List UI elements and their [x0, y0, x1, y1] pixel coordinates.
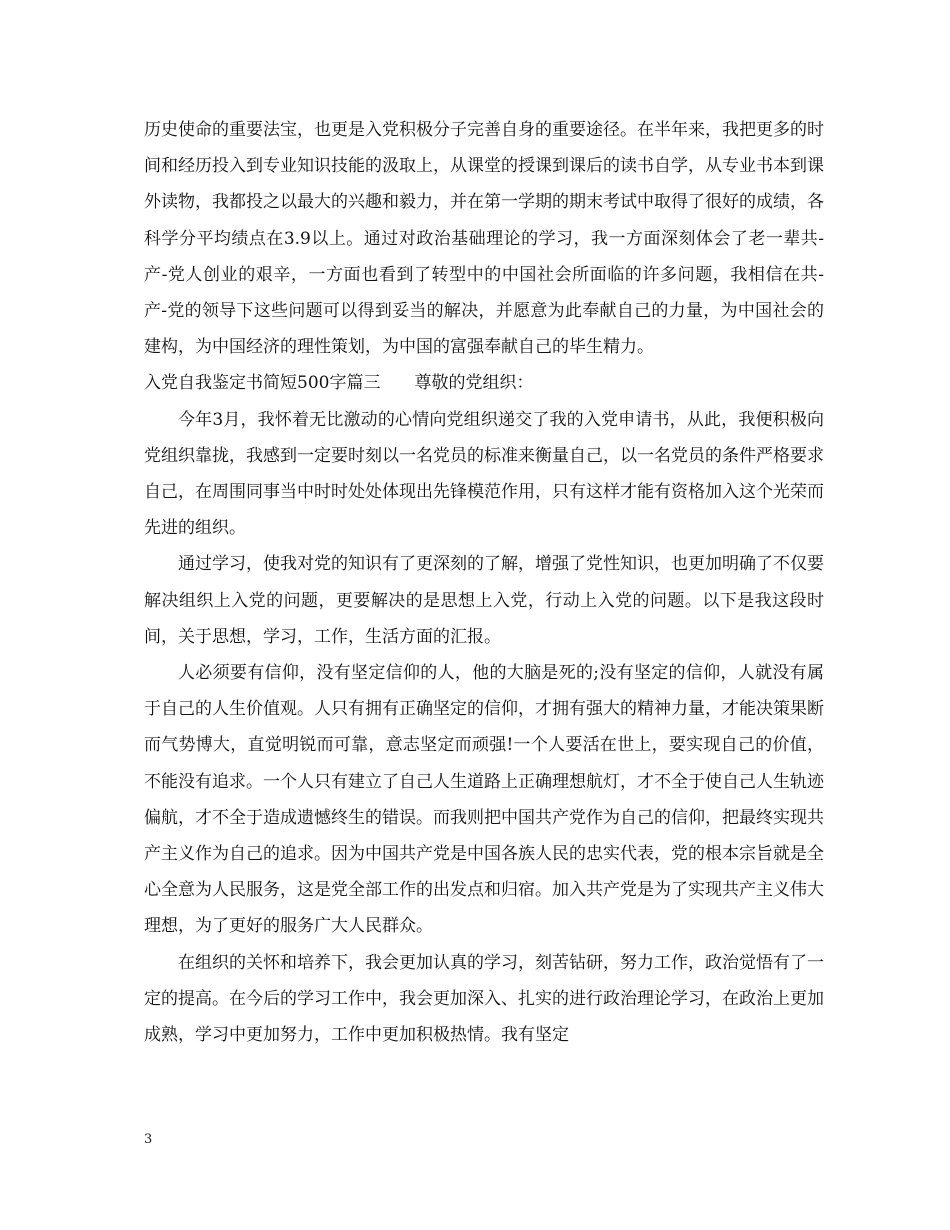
salutation: 尊敬的党组织： [414, 373, 534, 394]
paragraph-application: 今年3月，我怀着无比激动的心情向党组织递交了我的入党申请书，从此，我便积极向党组织靠拢，我感到一定要时刻以一名党员的标准来衡量自己，以一名党员的条件严格要求自己，在周围同事当中时时处处体现出先锋模范作用，只有这样才能有资格加入这个光荣而先进的组织。 [144, 409, 824, 539]
section-title: 入党自我鉴定书简短500字篇三 [144, 373, 381, 394]
section-heading-line [144, 365, 824, 401]
document-body [144, 112, 824, 1053]
paragraph-commitment: 在组织的关怀和培养下，我会更加认真的学习，刻苦钻研，努力工作，政治觉悟有了一定的提高。在今后的学习工作中，我会更加深入、扎实的进行政治理论学习，在政治上更加成熟，学习中更加努力，工作中更加积极热情。我有坚定 [144, 952, 824, 1046]
paragraph-study: 通过学习，使我对党的知识有了更深刻的了解，增强了党性知识，也更加明确了不仅要解决组织上入党的问题，更要解决的是思想上入党，行动上入党的问题。以下是我这段时间，关于思想，学习，工作，生活方面的汇报。 [144, 554, 824, 647]
paragraph-continued: 历史使命的重要法宝，也更是入党积极分子完善自身的重要途径。在半年来，我把更多的时间和经历投入到专业知识技能的汲取上，从课堂的授课到课后的读书自学，从专业书本到课外读物，我都投之以最大的兴趣和毅力，并在第一学期的期末考试中取得了很好的成绩，各科学分平均绩点在3.9以上。通过对政治基础理论的学习，我一方面深刻体会了老一辈共-产-党人创业的艰辛，一方面也看到了转型中的中国社会所面临的许多问题，我相信在共-产-党的领导下这些问题可以得到妥当的解决，并愿意为此奉献自己的力量，为中国社会的建构，为中国经济的理性策划，为中国的富强奉献自己的毕生精力。 [144, 120, 824, 358]
paragraph-belief: 人必须要有信仰，没有坚定信仰的人，他的大脑是死的;没有坚定的信仰，人就没有属于自己的人生价值观。人只有拥有正确坚定的信仰，才拥有强大的精神力量，才能决策果断而气势博大，直觉明锐而可靠，意志坚定而顽强!一个人要活在世上，要实现自己的价值，不能没有追求。一个人只有建立了自己人生道路上正确理想航灯，才不全于使自己人生轨迹偏航，才不全于造成遗憾终生的错误。而我则把中国共产党作为自己的信仰，把最终实现共产主义作为自己的追求。因为中国共产党是中国各族人民的忠实代表，党的根本宗旨就是全心全意为人民服务，这是党全部工作的出发点和归宿。加入共产党是为了实现共产主义伟大理想，为了更好的服务广大人民群众。 [144, 663, 824, 937]
page-number: 3 [144, 1132, 153, 1147]
